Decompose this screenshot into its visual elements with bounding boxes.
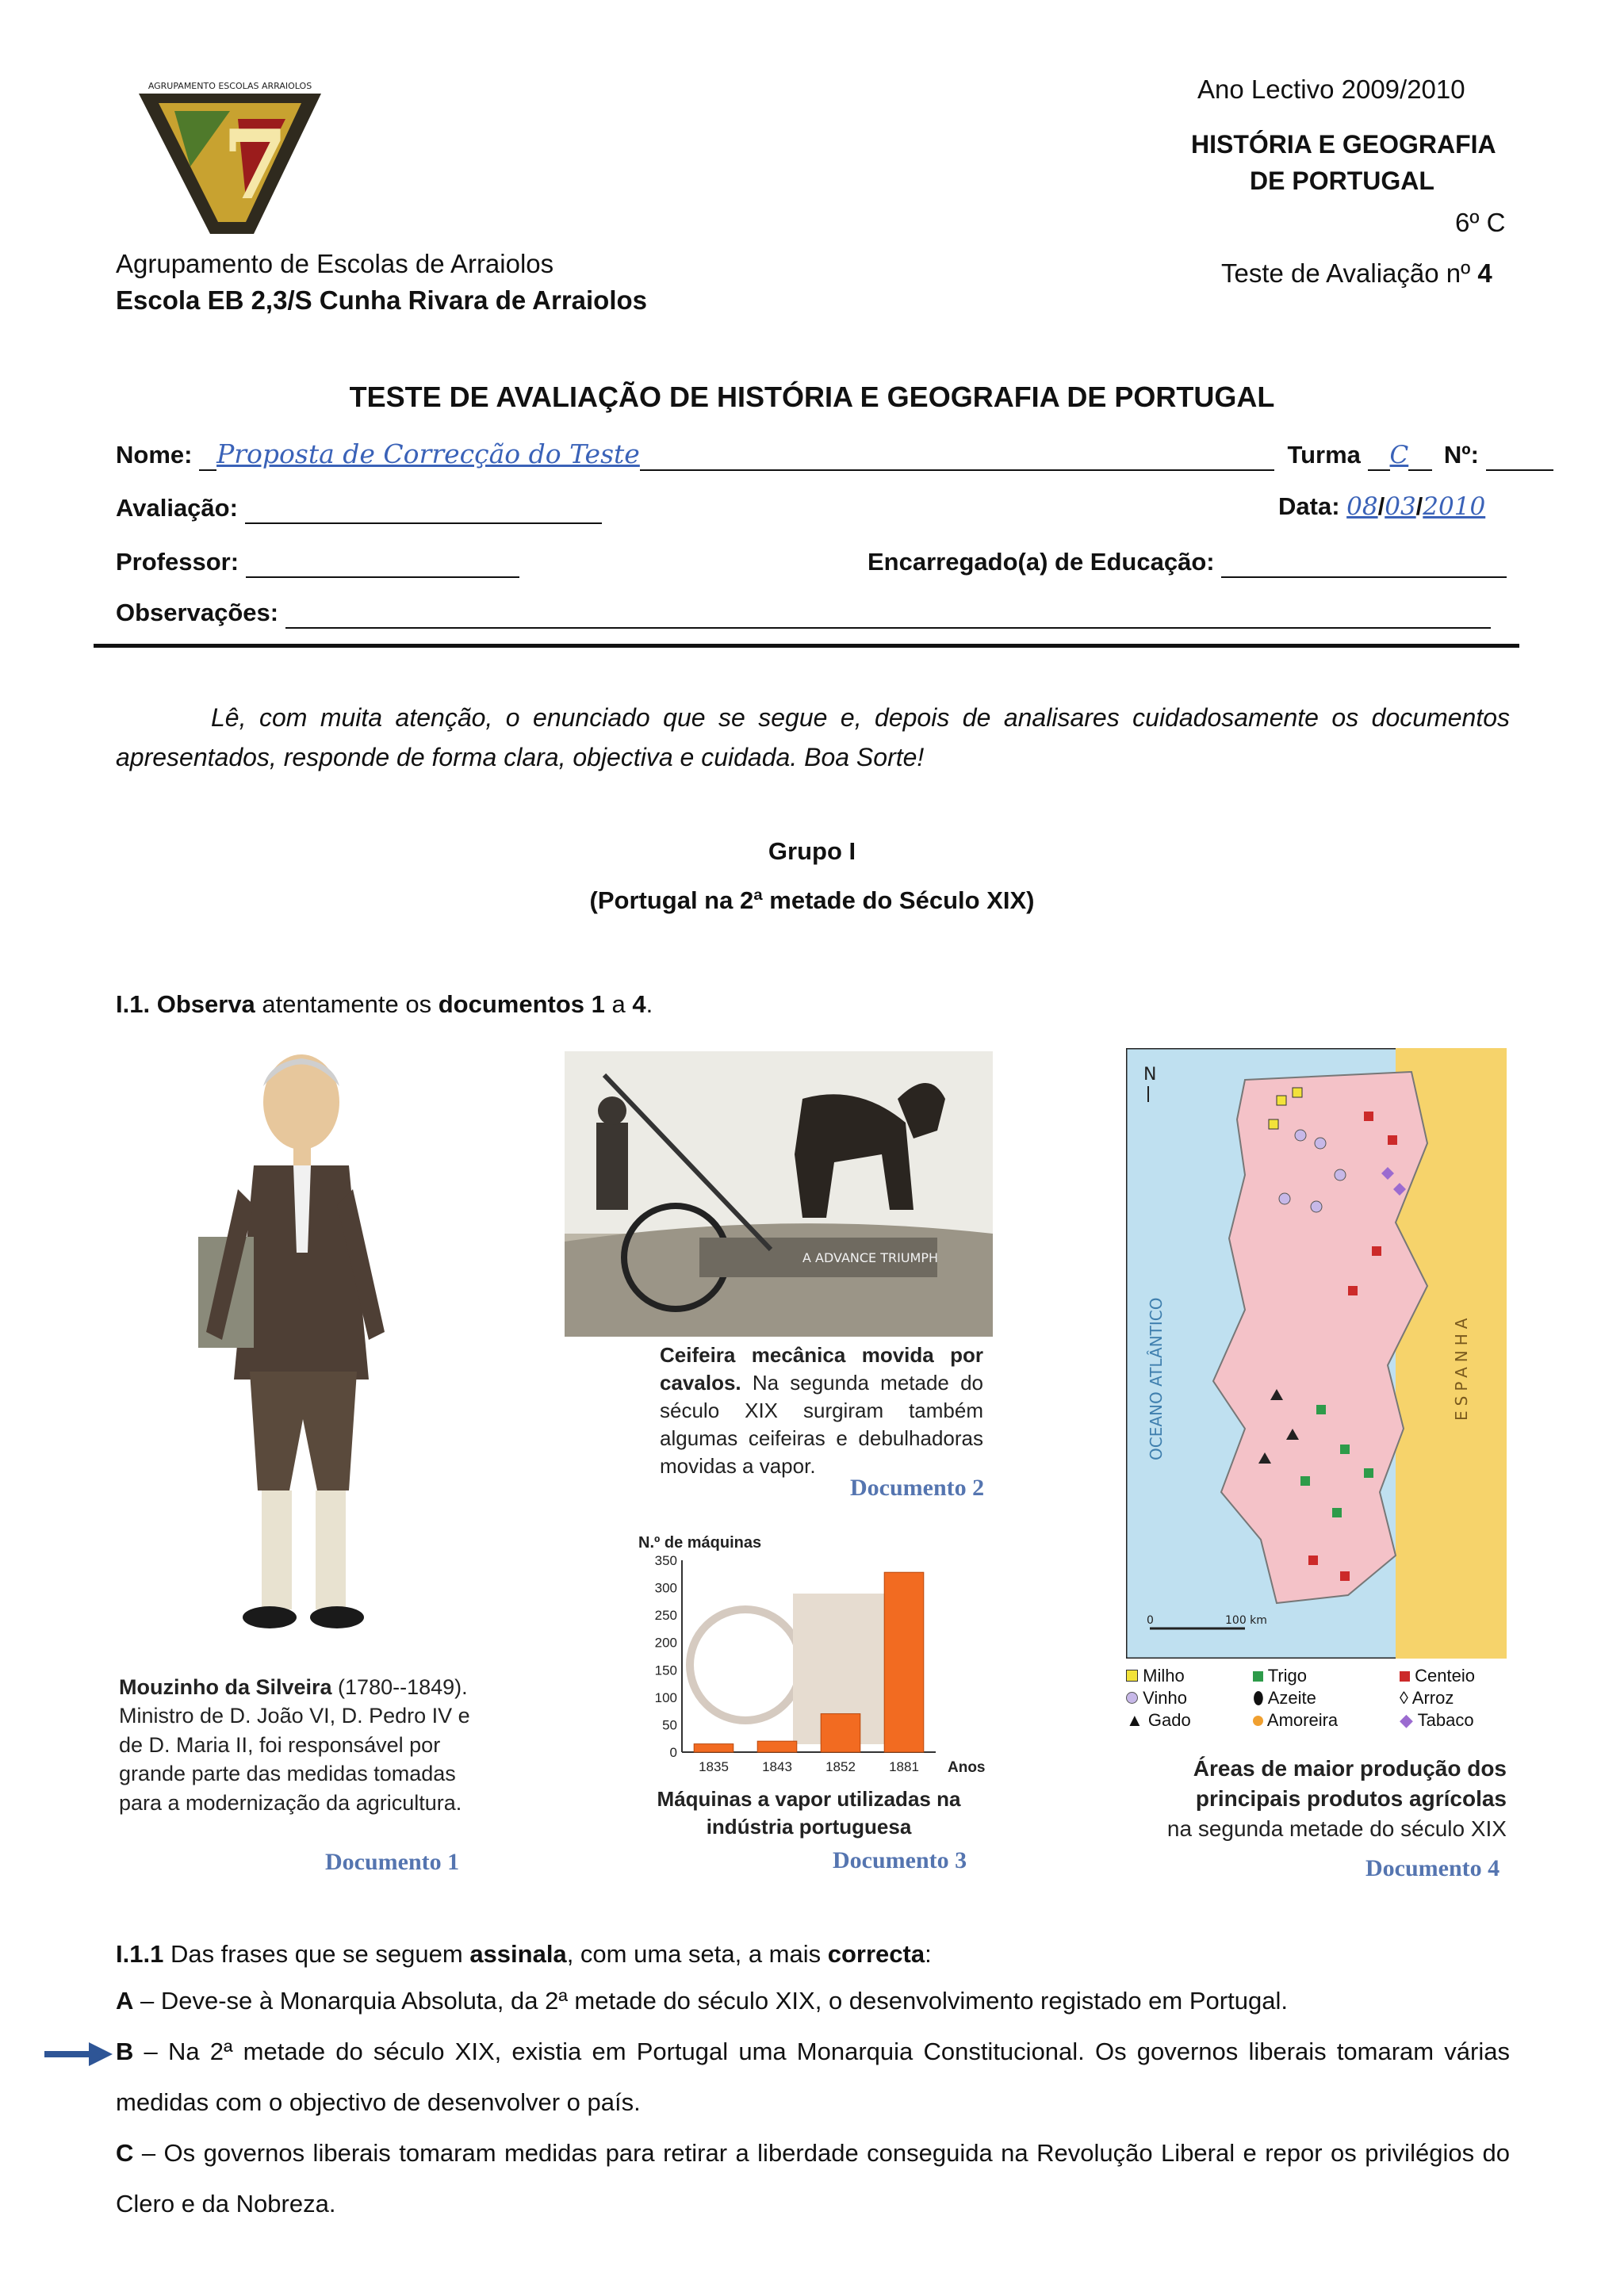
numero-field[interactable] [1486, 449, 1553, 471]
chart-ytick-label: 200 [654, 1635, 677, 1651]
question-1-1: I.1.1 Das frases que se seguem assinala, com uma seta, a mais correcta: [116, 1940, 932, 1968]
chart-xtick-label: 1852 [825, 1759, 856, 1774]
observacoes-row: Observações: [116, 598, 1491, 629]
professor-row: Professor: [116, 547, 519, 578]
doc3-label: Documento 3 [833, 1847, 967, 1873]
nome-value[interactable]: Proposta de Correcção do Teste [216, 438, 640, 469]
logo-text: AGRUPAMENTO ESCOLAS ARRAIOLOS [147, 81, 312, 91]
chart-ytick-label: 100 [654, 1689, 677, 1705]
data-year[interactable]: 2010 [1423, 492, 1486, 521]
observacoes-field[interactable] [285, 607, 1491, 629]
encarregado-row: Encarregado(a) de Educação: [868, 547, 1507, 578]
chart-ytick-label: 250 [654, 1608, 677, 1624]
portugal-map [1126, 1048, 1507, 1659]
document-4 [1126, 1048, 1507, 1888]
chart-ytick-label: 300 [654, 1580, 677, 1596]
doc1-person-name: Mouzinho da Silveira [119, 1675, 332, 1699]
chart-ytick-label: 50 [662, 1717, 677, 1733]
class-label: 6º C [1455, 208, 1506, 237]
answer-a[interactable]: A – Deve-se à Monarquia Absoluta, da 2ª metade do século XIX, o desenvolvimento registado em Portugal. [116, 1987, 1288, 2015]
doc2-caption: Ceifeira mecânica movida por cavalos. Na segunda metade do século XIX surgiram também algumas ceifeiras e debulhadoras movidas a vapor. [660, 1343, 983, 1479]
test-number: 4 [1477, 258, 1492, 288]
map-spain-label: ESPANHA [1452, 1313, 1471, 1421]
avaliacao-row: Avaliação: [116, 493, 602, 524]
doc2-machine-text: A ADVANCE TRIUMPH [802, 1250, 939, 1265]
answer-c[interactable]: C – Os governos liberais tomaram medidas para retirar a liberdade conseguida na Revolução Liberal e repor os privilégios do Clero e da Nobreza. [116, 2139, 1510, 2218]
legend-arroz: ◊ Arroz [1400, 1688, 1454, 1708]
map-ocean-label: OCEANO ATLÂNTICO [1147, 1297, 1166, 1460]
avaliacao-field[interactable] [245, 502, 602, 524]
map-north: N [1143, 1065, 1157, 1085]
legend-trigo: Trigo [1253, 1665, 1307, 1687]
chart-xtick-label: 1881 [889, 1759, 919, 1774]
group-title: Grupo I [768, 837, 856, 865]
legend-azeite: ⬮ Azeite [1253, 1688, 1316, 1708]
map-scale-0: 0 [1147, 1614, 1154, 1627]
map-scale-100: 100 km [1225, 1614, 1267, 1627]
legend-centeio: Centeio [1400, 1665, 1475, 1687]
chart-bar-1835 [694, 1744, 733, 1752]
chart-xlabel: Anos [948, 1759, 986, 1776]
steam-engines-chart [634, 1530, 999, 1784]
document-2 [565, 1051, 993, 1511]
data-month[interactable]: 03 [1385, 492, 1416, 521]
data-row: Data: 08/03/2010 [1278, 492, 1486, 521]
doc4-label: Documento 4 [1365, 1855, 1500, 1881]
turma-value[interactable]: C [1389, 441, 1409, 469]
chart-bar-1881 [884, 1572, 924, 1752]
document-3 [634, 1530, 999, 1895]
answer-b[interactable]: B – Na 2ª metade do século XIX, existia em Portugal uma Monarquia Constitucional. Os governos liberais tomaram várias medidas com o objectivo de desenvolver o país. [116, 2038, 1510, 2116]
chart-ytick-label: 350 [654, 1553, 677, 1568]
subject-line1: HISTÓRIA E GEOGRAFIA [1191, 130, 1496, 159]
professor-field[interactable] [246, 556, 519, 578]
doc4-caption: Áreas de maior produção dos principais produtos agrícolas na segunda metade do século XIX [1166, 1756, 1507, 1841]
selection-arrow-icon [44, 2041, 113, 2068]
chart-title: Máquinas a vapor utilizadas na indústria portuguesa [657, 1787, 961, 1839]
doc1-caption: Mouzinho da Silveira (1780--1849). Ministro de D. João VI, D. Pedro IV e de D. Maria II, foi responsável por grande parte das medidas tomadas para a modernização da agricultura. [119, 1675, 470, 1815]
legend-amoreira: Amoreira [1253, 1709, 1338, 1732]
doc1-label: Documento 1 [325, 1849, 460, 1875]
nome-row: Nome: Proposta de Correcção do Teste Turma C Nº: [116, 438, 1553, 471]
chart-xtick-label: 1835 [699, 1759, 729, 1774]
page-title: TESTE DE AVALIAÇÃO DE HISTÓRIA E GEOGRAFIA DE PORTUGAL [349, 381, 1275, 413]
subject-line2: DE PORTUGAL [1250, 166, 1434, 195]
portrait-illustration [174, 1047, 428, 1681]
reaper-engraving [565, 1051, 993, 1337]
header-divider [94, 644, 1519, 648]
chart-bar-1843 [757, 1741, 797, 1752]
legend-gado: ▲ Gado [1126, 1710, 1191, 1730]
encarregado-field[interactable] [1221, 556, 1507, 578]
document-1 [119, 1047, 484, 1887]
legend-vinho: Vinho [1126, 1687, 1187, 1709]
legend-milho: Milho [1126, 1665, 1185, 1687]
group-subtitle: (Portugal na 2ª metade do Século XIX) [589, 886, 1035, 914]
data-day[interactable]: 08 [1346, 492, 1378, 521]
school-group: Agrupamento de Escolas de Arraiolos [116, 249, 554, 278]
test-label: Teste de Avaliação nº 4 [1221, 258, 1492, 288]
chart-bar-1852 [821, 1714, 860, 1752]
chart-ylabel: N.º de máquinas [638, 1534, 762, 1552]
doc2-label: Documento 2 [850, 1475, 985, 1501]
chart-ytick-label: 0 [669, 1745, 677, 1760]
legend-tabaco: ◆ Tabaco [1400, 1710, 1474, 1730]
logo-numeral: 7 [222, 109, 289, 221]
school-year: Ano Lectivo 2009/2010 [1197, 75, 1465, 104]
school-name: Escola EB 2,3/S Cunha Rivara de Arraiolos [116, 285, 648, 315]
school-logo [135, 79, 325, 238]
instructions: Lê, com muita atenção, o enunciado que se segue e, depois de analisares cuidadosamente os documentos apresentados, responde de forma clara, objectiva e cuidada. Boa Sorte! [116, 703, 1510, 771]
question-1: I.1. Observa atentamente os documentos 1 a 4. [116, 990, 653, 1018]
chart-xtick-label: 1843 [762, 1759, 792, 1774]
chart-ytick-label: 150 [654, 1663, 677, 1678]
